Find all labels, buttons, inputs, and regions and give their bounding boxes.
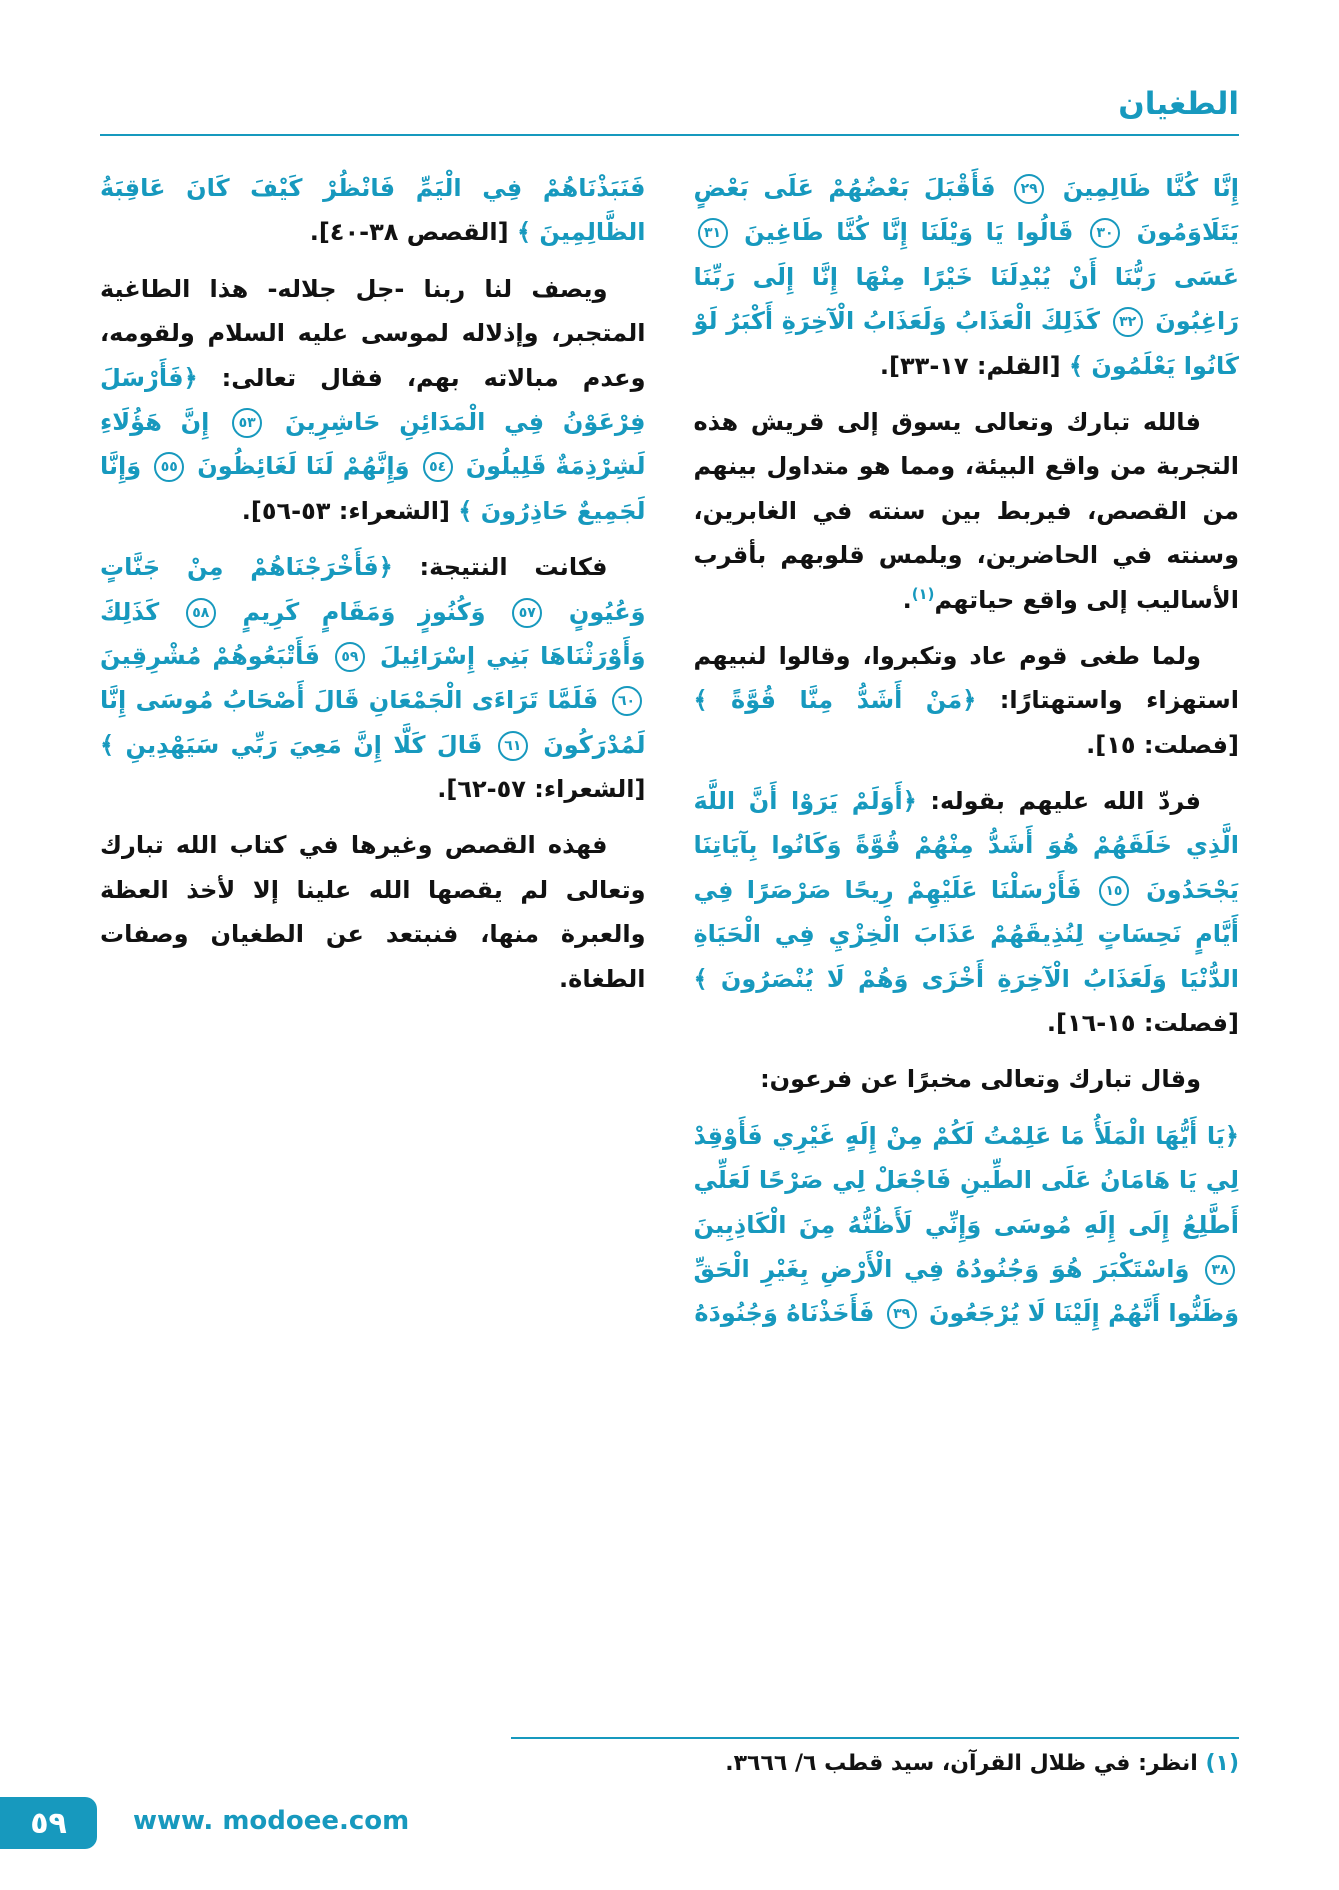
body-text: فهذه القصص وغيرها في كتاب الله تبارك وتعالى لم يقصها الله علينا إلا لأخذ العظة والعبرة منها، فنبتعد عن الطغيان وصفات الطغاة. xyxy=(91,831,646,993)
ayah-number: ٢٩ xyxy=(1014,174,1044,204)
footnote xyxy=(511,1737,1239,1776)
quran-text: إِنَّ هَؤُلَاءِ لَشِرْذِمَةٌ قَلِيلُونَ xyxy=(91,407,646,481)
quran-text: وَإِنَّا لَجَمِيعٌ حَاذِرُونَ ﴾ xyxy=(91,452,646,525)
verse-reference: [فصلت: ١٥]. xyxy=(1086,730,1239,759)
page-title: الطغيان xyxy=(1118,86,1239,122)
quran-text: ﴿فَأَرْسَلَ فِرْعَوْنُ فِي الْمَدَائِنِ حَاشِرِينَ xyxy=(91,363,646,436)
ayah-number: ٣١ xyxy=(698,218,728,248)
body-text: فالله تبارك وتعالى يسوق إلى قريش هذه التجربة من واقع البيئة، ومما هو متداول بينهم من القصص، فيربط بين سنته في الغابرين، وسنته في الحاضرين، ويلمس قلوبهم بأقرب الأساليب إلى واقع حياتهم xyxy=(685,407,1239,614)
body-text: وقال تبارك وتعالى مخبرًا عن فرعون: xyxy=(760,1065,1201,1094)
footnote-text: انظر: في ظلال القرآن، سيد قطب ٦/ ٣٦٦٦. xyxy=(725,1751,1206,1776)
paragraph xyxy=(91,823,646,1001)
ayah-number: ٣٨ xyxy=(1205,1255,1235,1285)
page-number-badge xyxy=(0,1797,97,1849)
verse-reference: [الشعراء: ٥٧-٦٢]. xyxy=(437,775,646,804)
paragraph xyxy=(685,166,1240,388)
content-columns xyxy=(91,166,1240,1348)
quran-text: إِنَّا كُنَّا ظَالِمِينَ xyxy=(1048,174,1239,202)
body-text: ولما طغى قوم عاد وتكبروا، وقالوا لنبيهم استهزاء واستهتارًا: xyxy=(685,641,1239,715)
paragraph xyxy=(91,166,646,255)
ayah-number: ٥٧ xyxy=(512,598,542,628)
quran-text: فَأَقْبَلَ بَعْضُهُمْ عَلَى بَعْضٍ يَتَلَاوَمُونَ xyxy=(685,174,1239,247)
footnote-marker: (١) xyxy=(911,584,935,603)
quran-text: فَلَمَّا تَرَاءَى الْجَمْعَانِ قَالَ أَصْحَابُ مُوسَى إِنَّا لَمُدْرَكُونَ xyxy=(91,686,646,759)
verse-reference: [الشعراء: ٥٣-٥٦]. xyxy=(241,496,450,525)
ayah-number: ٥٣ xyxy=(232,408,262,438)
paragraph xyxy=(694,1057,1240,1101)
quran-text: وَإِنَّهُمْ لَنَا لَغَائِظُونَ xyxy=(188,452,419,481)
ayah-number: ٣٢ xyxy=(1113,307,1143,337)
quran-text: قَالُوا يَا وَيْلَنَا إِنَّا كُنَّا طَاغِينَ xyxy=(731,218,1087,247)
quran-text: ﴿فَأَخْرَجْنَاهُمْ مِنْ جَنَّاتٍ وَعُيُونٍ xyxy=(91,553,646,626)
verse-reference: [فصلت: ١٥-١٦]. xyxy=(1046,1009,1239,1038)
ayah-number: ٦١ xyxy=(498,731,528,761)
body-text: ويصف لنا ربنا -جل جلاله- هذا الطاغية المتجبر، وإذلاله لموسى عليه السلام ولقومه، وعدم مبالاته بهم، فقال تعالى: xyxy=(91,274,646,392)
ayah-number: ٥٤ xyxy=(423,452,453,482)
ayah-number: ٥٩ xyxy=(335,642,365,672)
ayah-number: ٦٠ xyxy=(612,686,642,716)
quran-text: ﴿يَا أَيُّهَا الْمَلَأُ مَا عَلِمْتُ لَكُمْ مِنْ إِلَهٍ غَيْرِي فَأَوْقِدْ لِي يَا هَامَانُ عَلَى الطِّينِ فَاجْعَلْ لِي صَرْحًا لَعَلِّي أَطَّلِعُ إِلَى إِلَهِ مُوسَى وَإِنِّي لَأَظُنُّهُ مِنَ الْكَاذِبِينَ xyxy=(685,1121,1239,1239)
quran-text: ﴿أَوَلَمْ يَرَوْا أَنَّ اللَّهَ الَّذِي خَلَقَهُمْ هُوَ أَشَدُّ مِنْهُمْ قُوَّةً وَكَانُوا بِآيَاتِنَا يَجْحَدُونَ xyxy=(685,787,1239,904)
paragraph xyxy=(91,267,646,533)
website-text: www. modoee.com xyxy=(133,1806,410,1836)
ayah-number: ١٥ xyxy=(1099,876,1129,906)
quran-text: وَاسْتَكْبَرَ هُوَ وَجُنُودُهُ فِي الْأَرْضِ بِغَيْرِ الْحَقِّ وَظَنُّوا أَنَّهُمْ إِلَيْنَا لَا يُرْجَعُونَ xyxy=(685,1254,1239,1328)
quran-text: عَسَى رَبُّنَا أَنْ يُبْدِلَنَا خَيْرًا مِنْهَا إِنَّا إِلَى رَبِّنَا رَاغِبُونَ xyxy=(685,218,1240,336)
ayah-number: ٣٠ xyxy=(1090,218,1120,248)
quran-text: فَأَتْبَعُوهُمْ مُشْرِقِينَ xyxy=(91,641,331,670)
verse-reference: [القلم: ١٧-٣٣]. xyxy=(879,351,1061,380)
quran-text: فَنَبَذْنَاهُمْ فِي الْيَمِّ فَانْظُرْ كَيْفَ كَانَ عَاقِبَةُ الظَّالِمِينَ ﴾ xyxy=(91,174,646,247)
ayah-number: ٣٩ xyxy=(887,1299,917,1329)
footnote-number: (١) xyxy=(1205,1751,1239,1776)
ayah-number: ٥٥ xyxy=(154,452,184,482)
paragraph xyxy=(91,545,646,811)
quran-text: فَأَخَذْنَاهُ وَجُنُودَهُ xyxy=(694,1299,883,1328)
quran-text: قَالَ كَلَّا إِنَّ مَعِيَ رَبِّي سَيَهْدِينِ ﴾ xyxy=(91,730,494,759)
paragraph xyxy=(685,634,1240,767)
column-right xyxy=(685,166,1240,1348)
page-header xyxy=(100,86,1239,136)
verse-reference: [القصص ٣٨-٤٠]. xyxy=(309,218,509,247)
column-left xyxy=(91,166,646,1013)
page-number: ٥٩ xyxy=(30,1805,67,1841)
body-text: فكانت النتيجة: xyxy=(392,553,608,582)
body-text: . xyxy=(902,585,912,614)
paragraph xyxy=(685,779,1240,1045)
quran-text: فَأَرْسَلْنَا عَلَيْهِمْ رِيحًا صَرْصَرًا فِي أَيَّامٍ نَحِسَاتٍ لِنُذِيقَهُمْ عَذَابَ الْخِزْيِ فِي الْحَيَاةِ الدُّنْيَا وَلَعَذَابُ الْآخِرَةِ أَخْزَى وَهُمْ لَا يُنْصَرُونَ ﴾ xyxy=(685,875,1239,993)
quran-text: كَذَلِكَ الْعَذَابُ وَلَعَذَابُ الْآخِرَةِ أَكْبَرُ لَوْ كَانُوا يَعْلَمُونَ ﴾ xyxy=(685,307,1239,380)
paragraph xyxy=(685,400,1240,622)
quran-text: وَكُنُوزٍ وَمَقَامٍ كَرِيمٍ xyxy=(219,597,509,626)
quran-text: كَذَلِكَ وَأَوْرَثْنَاهَا بَنِي إِسْرَائِيلَ xyxy=(91,597,646,670)
quran-text: ﴿مَنْ أَشَدُّ مِنَّا قُوَّةً ﴾ xyxy=(685,686,977,715)
paragraph xyxy=(685,1114,1240,1336)
body-text: فردّ الله عليهم بقوله: xyxy=(916,787,1201,816)
ayah-number: ٥٨ xyxy=(186,598,216,628)
